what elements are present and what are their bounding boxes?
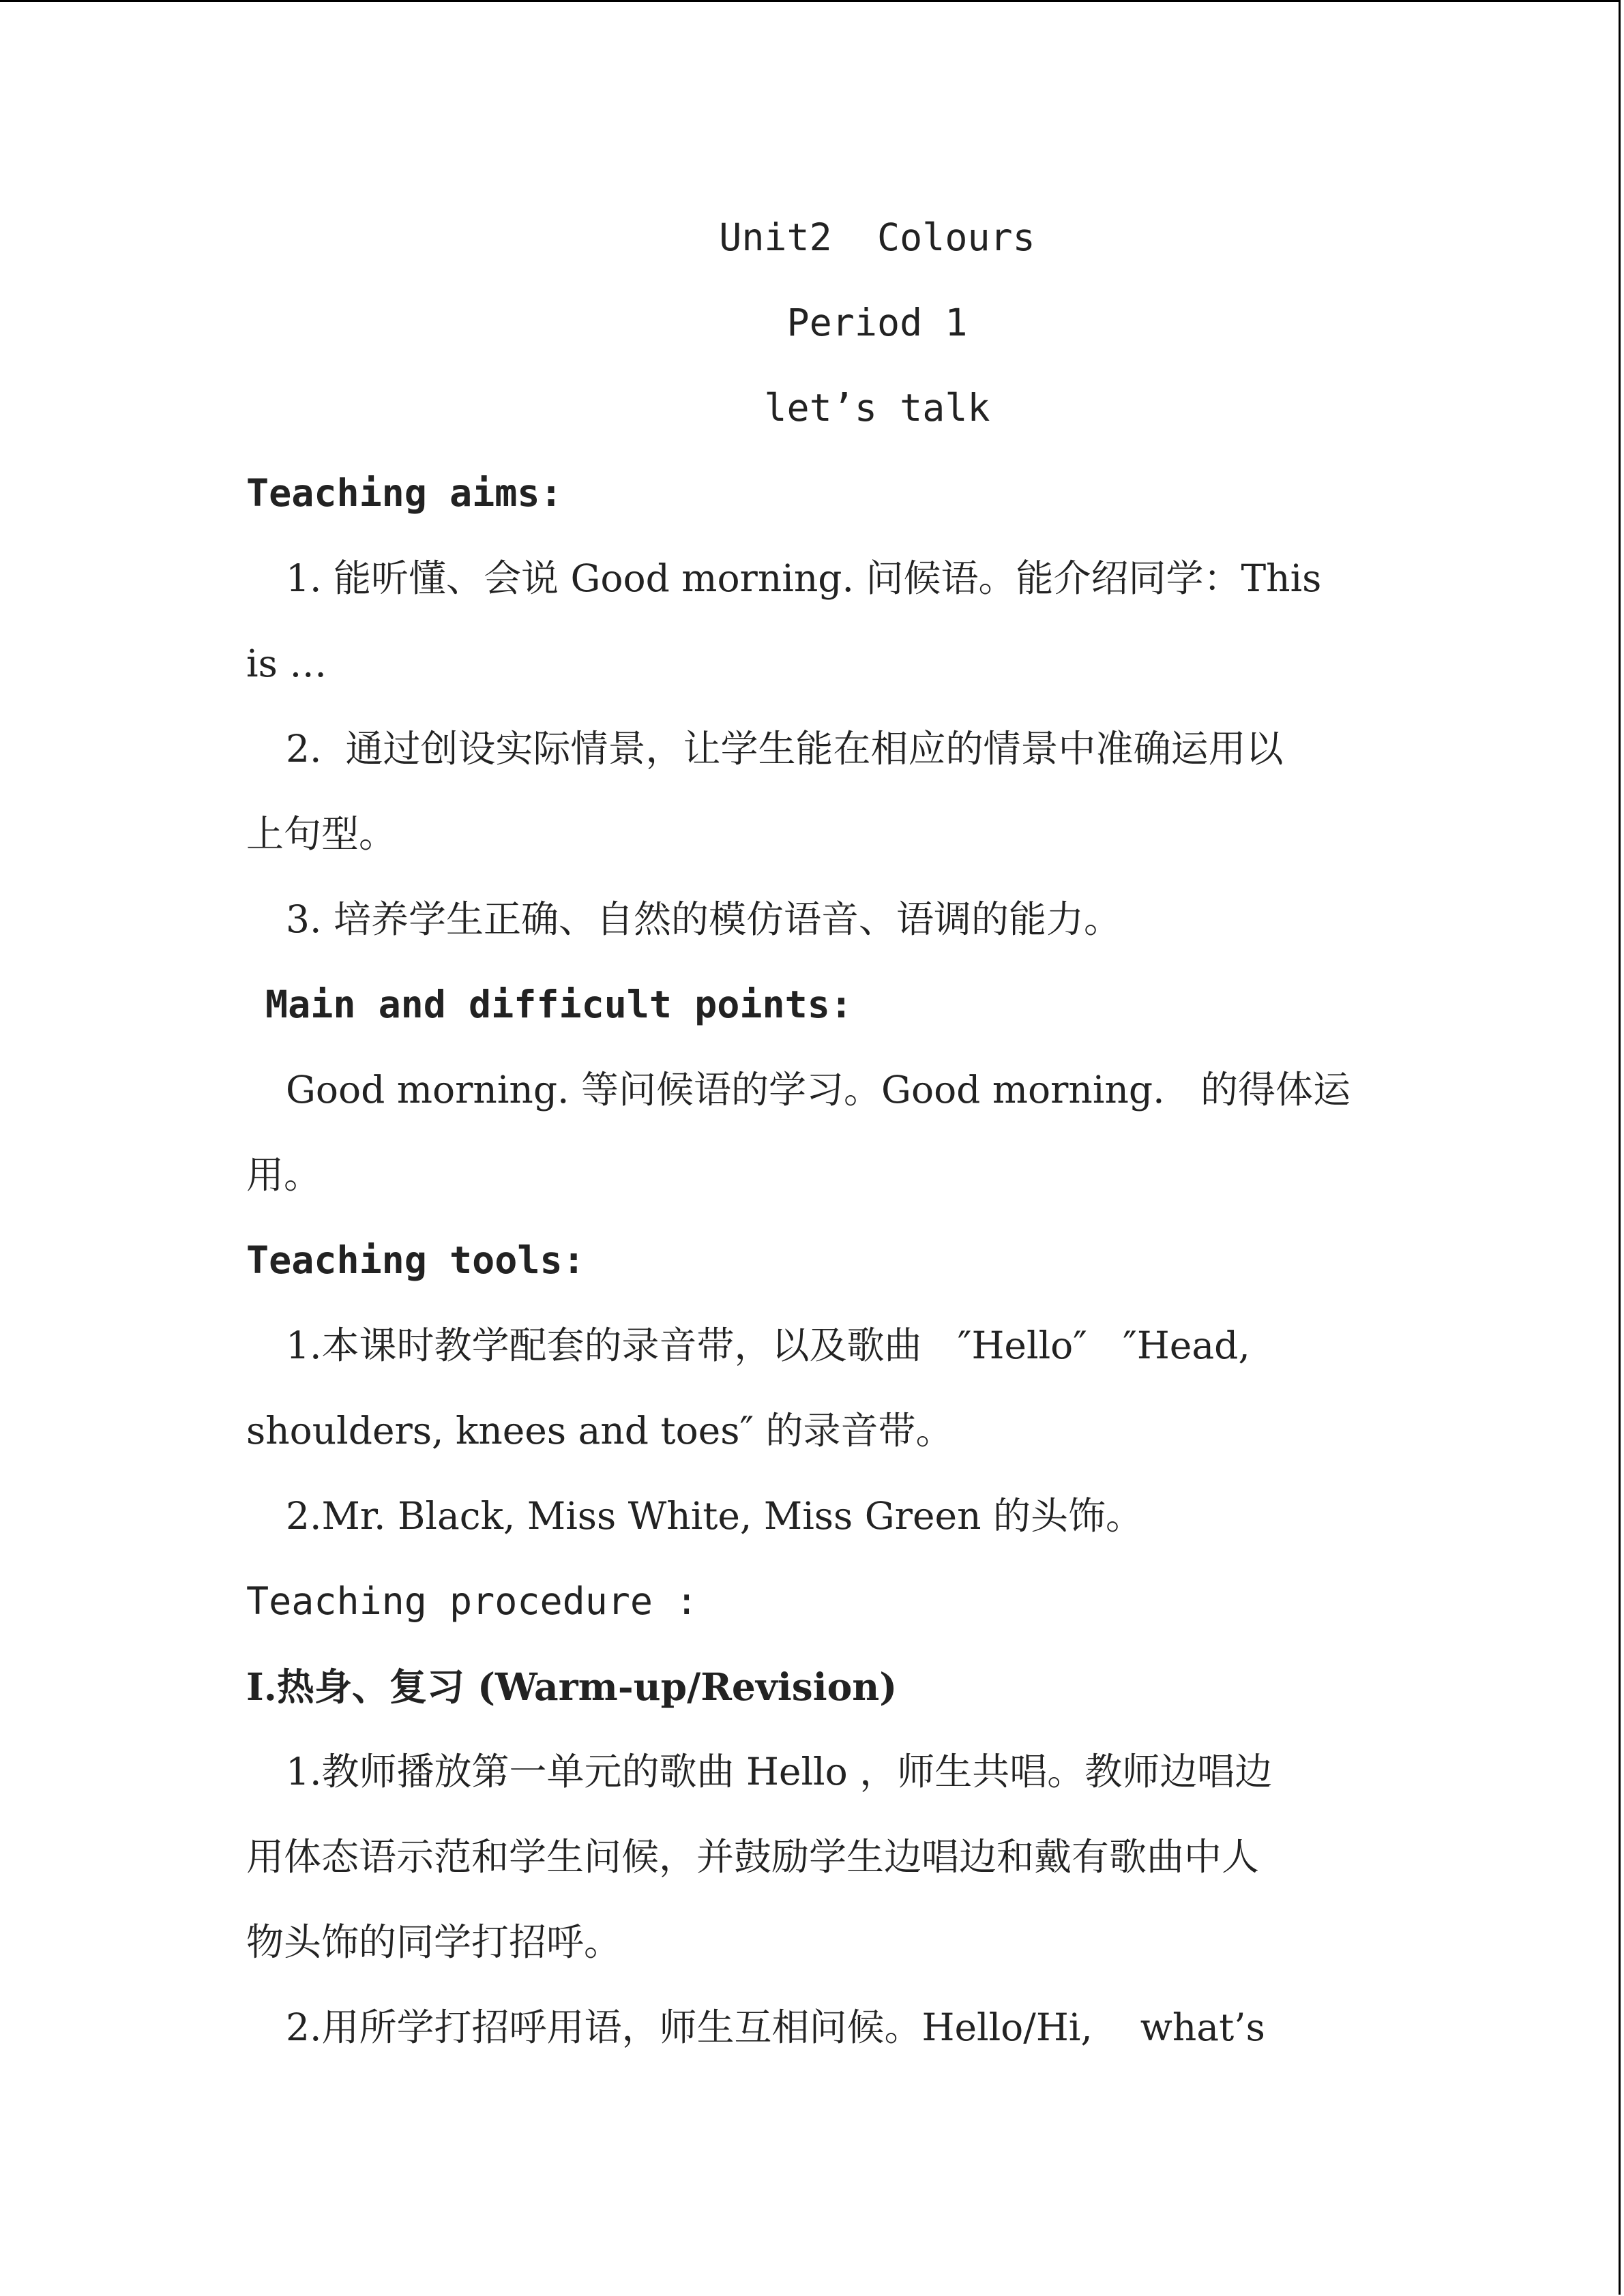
procedure-line-1: 1.教师播放第一单元的歌曲 Hello ，师生共唱。教师边唱边: [286, 1750, 1273, 1793]
lesson-subtitle: let’s talk: [764, 386, 990, 430]
main-points-line-1: Good morning. 等问候语的学习。Good morning. 的得体运: [286, 1068, 1351, 1112]
main-points-line-2: 用。: [246, 1153, 322, 1197]
period-subtitle: Period 1: [786, 301, 968, 344]
teaching-tools-heading: Teaching tools:: [246, 1238, 585, 1282]
teaching-procedure-heading: Teaching procedure :: [246, 1579, 698, 1623]
teaching-tools-line-1: 1.本课时教学配套的录音带，以及歌曲 ″Hello″ ″Head,: [286, 1324, 1250, 1367]
teaching-aim-1: 1. 能听懂、会说 Good morning. 问候语。能介绍同学：This: [286, 556, 1322, 600]
teaching-aim-2-cont: 上句型。: [246, 812, 397, 856]
procedure-line-3: 物头饰的同学打招呼。: [246, 1920, 622, 1964]
procedure-line-4: 2.用所学打招呼用语，师生互相问候。Hello/Hi, what’s: [286, 2006, 1265, 2049]
teaching-tools-line-3: 2.Mr. Black, Miss White, Miss Green 的头饰。: [286, 1494, 1143, 1538]
teaching-aim-2: 2. 通过创设实际情景，让学生能在相应的情景中准确运用以: [286, 727, 1284, 771]
teaching-aim-1-cont: is …: [246, 642, 327, 685]
teaching-aims-heading: Teaching aims:: [246, 471, 563, 515]
procedure-section-1-heading: Ⅰ.热身、复习 (Warm-up/Revision): [246, 1665, 898, 1709]
teaching-aim-3: 3. 培养学生正确、自然的模仿语音、语调的能力。: [286, 897, 1121, 941]
procedure-line-2: 用体态语示范和学生问候，并鼓励学生边唱边和戴有歌曲中人: [246, 1835, 1260, 1879]
teaching-tools-line-2: shoulders, knees and toes″ 的录音带。: [246, 1409, 954, 1452]
main-points-heading: Main and difficult points:: [265, 983, 853, 1026]
document-title: Unit2 Colours: [719, 215, 1035, 259]
